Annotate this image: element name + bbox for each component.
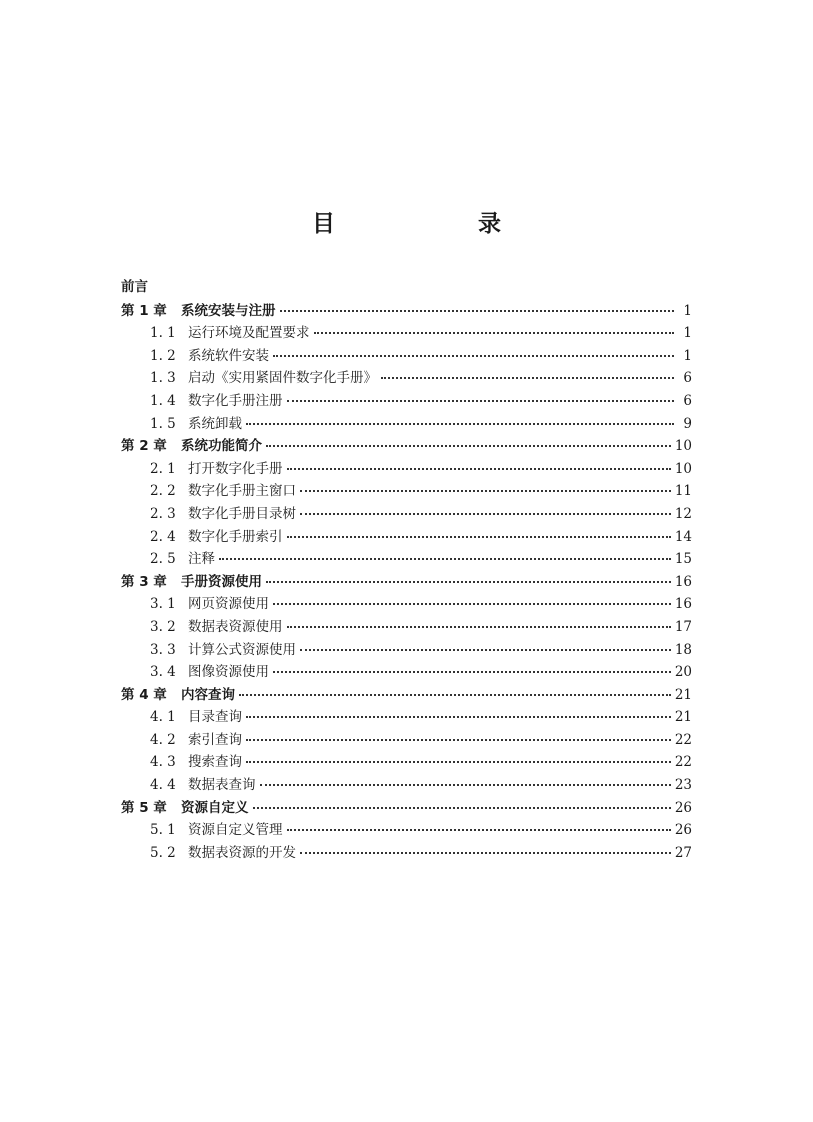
section-label: [150, 480, 296, 503]
section-number: 5. 2: [150, 844, 176, 861]
page-number: 1: [683, 347, 692, 364]
page-number: 26: [674, 799, 692, 816]
section-number: 1. 3: [150, 370, 176, 387]
page-number: 12: [674, 505, 692, 522]
section-label: [150, 616, 283, 639]
page-number: 21: [674, 686, 692, 703]
page-title: 目 录: [312, 211, 561, 237]
dot-leader: [266, 431, 671, 447]
page-number: 6: [683, 370, 692, 387]
dot-leader: [246, 409, 674, 425]
section-title: 启动《实用紧固件数字化手册》: [188, 370, 377, 387]
dot-leader: [381, 363, 674, 379]
section-label: [150, 842, 296, 865]
section-title: 数字化手册目录树: [188, 505, 296, 522]
page-number: 17: [674, 618, 692, 635]
section-title: 图像资源使用: [188, 664, 269, 681]
page-number: 1: [683, 325, 692, 342]
chapter-label: [121, 571, 262, 594]
section-number: 2. 4: [150, 528, 176, 545]
section-label: [150, 751, 242, 774]
page-number: 6: [683, 392, 692, 409]
dot-leader: [246, 747, 671, 763]
chapter-number: 第 5 章: [121, 799, 167, 816]
section-label: [150, 458, 283, 481]
toc-section-row[interactable]: [121, 841, 692, 864]
dot-leader: [287, 522, 671, 538]
page-number: 23: [674, 777, 692, 794]
section-title: 资源自定义管理: [188, 822, 283, 839]
section-title: 注释: [188, 551, 215, 568]
chapter-title: 系统安装与注册: [181, 302, 276, 319]
dot-leader: [287, 454, 671, 470]
chapter-title: 内容查询: [181, 686, 235, 703]
chapter-label: [121, 300, 276, 323]
chapter-number: 第 4 章: [121, 686, 167, 703]
section-number: 2. 5: [150, 551, 176, 568]
chapter-number: 第 2 章: [121, 438, 167, 455]
section-label: [150, 548, 215, 571]
section-title: 运行环境及配置要求: [188, 325, 310, 342]
chapter-label: [121, 797, 249, 820]
dot-leader: [273, 341, 674, 357]
page-number: 9: [683, 415, 692, 432]
section-title: 数据表查询: [188, 777, 256, 794]
section-number: 3. 4: [150, 664, 176, 681]
section-number: 4. 1: [150, 709, 176, 726]
dot-leader: [273, 657, 671, 673]
page-number: 15: [674, 551, 692, 568]
section-label: [150, 729, 242, 752]
chapter-title: 系统功能简介: [181, 438, 262, 455]
section-label: [150, 706, 242, 729]
section-label: [150, 503, 296, 526]
page-number: 10: [674, 438, 692, 455]
section-title: 计算公式资源使用: [188, 641, 296, 658]
section-title: 网页资源使用: [188, 596, 269, 613]
section-title: 数据表资源的开发: [188, 844, 296, 861]
section-label: [150, 413, 242, 436]
chapter-label: [121, 435, 262, 458]
chapter-number: 第 3 章: [121, 573, 167, 590]
section-title: 目录查询: [188, 709, 242, 726]
section-label: [150, 345, 269, 368]
section-title: 系统卸载: [188, 415, 242, 432]
page-number: 16: [674, 573, 692, 590]
section-label: [150, 774, 256, 797]
page-number: 27: [674, 844, 692, 861]
section-title: 打开数字化手册: [188, 460, 283, 477]
dot-leader: [280, 296, 675, 312]
page-number: 16: [674, 596, 692, 613]
section-number: 1. 2: [150, 347, 176, 364]
section-title: 搜索查询: [188, 754, 242, 771]
section-title: 系统软件安装: [188, 347, 269, 364]
dot-leader: [253, 793, 671, 809]
page-number: 22: [674, 754, 692, 771]
dot-leader: [266, 567, 671, 583]
section-number: 1. 1: [150, 325, 176, 342]
dot-leader: [273, 589, 671, 605]
section-title: 数字化手册主窗口: [188, 483, 296, 500]
page-number: 18: [674, 641, 692, 658]
section-number: 2. 1: [150, 460, 176, 477]
dot-leader: [219, 544, 671, 560]
page-number: 14: [674, 528, 692, 545]
dot-leader: [314, 318, 675, 334]
chapter-title: 手册资源使用: [181, 573, 262, 590]
dot-leader: [246, 702, 671, 718]
section-number: 4. 4: [150, 777, 176, 794]
section-label: [150, 593, 269, 616]
section-label: [150, 819, 283, 842]
section-title: 数字化手册索引: [188, 528, 283, 545]
section-number: 2. 3: [150, 505, 176, 522]
dot-leader: [246, 725, 671, 741]
section-number: 5. 1: [150, 822, 176, 839]
dot-leader: [300, 838, 671, 854]
page-number: 21: [674, 709, 692, 726]
section-number: 3. 1: [150, 596, 176, 613]
section-number: 3. 2: [150, 618, 176, 635]
section-title: 索引查询: [188, 731, 242, 748]
dot-leader: [287, 612, 671, 628]
page-number: 22: [674, 731, 692, 748]
dot-leader: [300, 635, 671, 651]
page-number: 1: [683, 302, 692, 319]
chapter-label: [121, 684, 235, 707]
page-number: 10: [674, 460, 692, 477]
section-title: 数据表资源使用: [188, 618, 283, 635]
chapter-title: 资源自定义: [181, 799, 249, 816]
dot-leader: [300, 476, 671, 492]
section-number: 4. 3: [150, 754, 176, 771]
toc-entries: [121, 299, 692, 864]
page-number: 11: [674, 483, 692, 500]
section-number: 1. 4: [150, 392, 176, 409]
chapter-number: 第 1 章: [121, 302, 167, 319]
table-of-contents: [121, 276, 692, 863]
section-number: 3. 3: [150, 641, 176, 658]
dot-leader: [287, 386, 675, 402]
dot-leader: [260, 770, 671, 786]
page-number: 26: [674, 822, 692, 839]
page-number: 20: [674, 664, 692, 681]
dot-leader: [300, 499, 671, 515]
dot-leader: [287, 815, 671, 831]
section-number: 4. 2: [150, 731, 176, 748]
section-title: 数字化手册注册: [188, 392, 283, 409]
preface-label: 前言: [121, 279, 148, 295]
dot-leader: [239, 680, 671, 696]
section-number: 1. 5: [150, 415, 176, 432]
section-number: 2. 2: [150, 483, 176, 500]
